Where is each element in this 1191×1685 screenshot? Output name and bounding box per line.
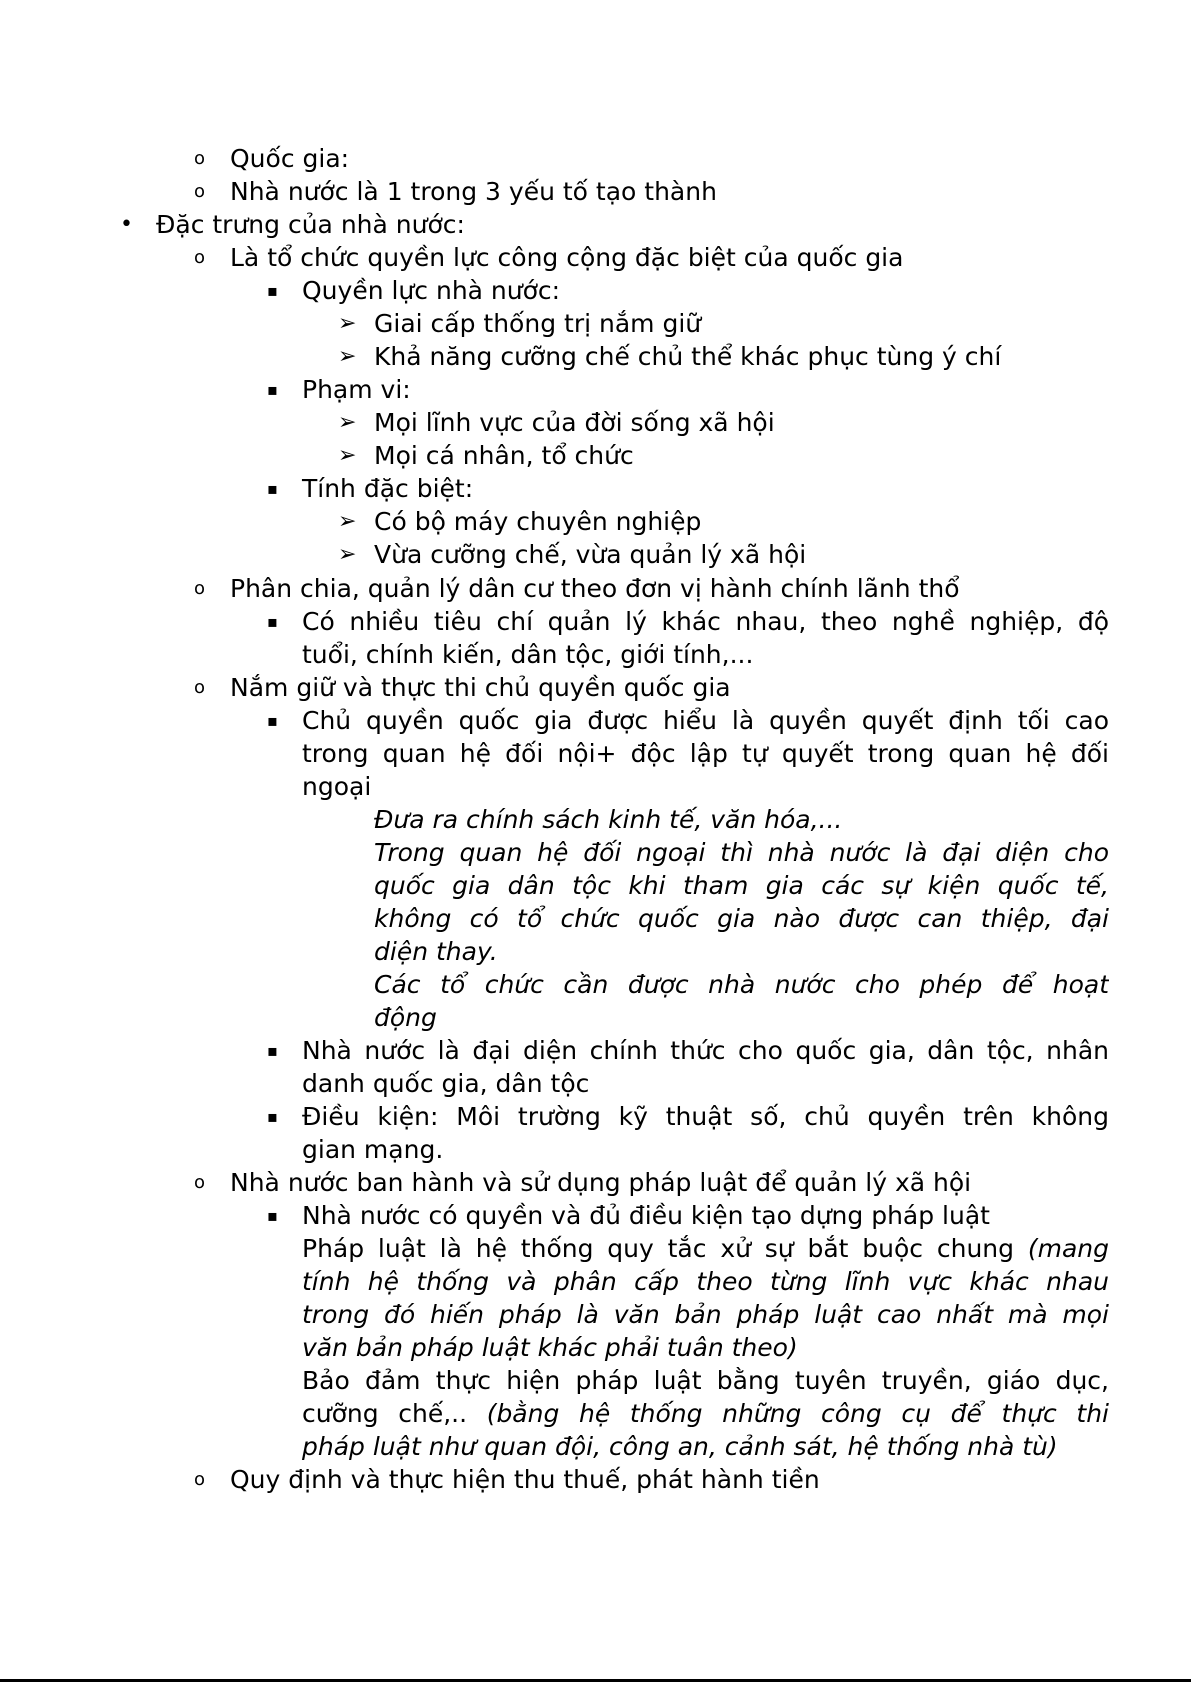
item-text: Là tổ chức quyền lực công cộng đặc biệt của quốc gia: [230, 243, 904, 272]
item-text: diện thay.: [374, 937, 498, 966]
paragraph-line: [0, 1397, 1109, 1430]
item-text: động: [374, 1003, 437, 1032]
item-text: Đặc trưng của nhà nước:: [156, 210, 465, 239]
item-text: Trong quan hệ đối ngoại thì nhà nước là đại diện cho: [374, 838, 1109, 867]
outline-item-level3: [0, 1199, 1109, 1232]
item-text: Giai cấp thống trị nắm giữ: [374, 309, 702, 338]
hollow-circle-bullet-icon: o: [194, 1469, 206, 1490]
item-text: tính hệ thống và phân cấp theo từng lĩnh vực khác nhau: [302, 1267, 1109, 1296]
item-text: Điều kiện: Môi trường kỹ thuật số, chủ quyền trên không: [302, 1102, 1109, 1131]
outline-item-level3: [0, 605, 1109, 638]
outline-item-level4: [0, 439, 1109, 472]
italic-note: [0, 902, 1109, 935]
paragraph-line: [0, 1298, 1109, 1331]
item-continuation: [0, 638, 1109, 671]
square-bullet-icon: ▪: [267, 1206, 278, 1225]
paragraph-line: [0, 1331, 1109, 1364]
paragraph-line: [0, 1265, 1109, 1298]
outline-item-level3: [0, 1034, 1109, 1067]
square-bullet-icon: ▪: [267, 612, 278, 631]
outline-item-level3: [0, 274, 1109, 307]
item-continuation: [0, 1067, 1109, 1100]
item-text: Mọi lĩnh vực của đời sống xã hội: [374, 408, 775, 437]
item-continuation: [0, 737, 1109, 770]
italic-note: [0, 935, 1109, 968]
outline-item-level2: [0, 142, 1109, 175]
outline-item-level2: [0, 572, 1109, 605]
outline-item-level4: [0, 538, 1109, 571]
item-text: pháp luật như quan đội, công an, cảnh sát, hệ thống nhà tù): [302, 1432, 1058, 1461]
item-continuation: [0, 770, 1109, 803]
italic-text: (mang: [1027, 1234, 1109, 1263]
item-text: Tính đặc biệt:: [302, 474, 474, 503]
italic-note: [0, 836, 1109, 869]
item-text: Chủ quyền quốc gia được hiểu là quyền quyết định tối cao: [302, 706, 1109, 735]
hollow-circle-bullet-icon: o: [194, 181, 206, 202]
item-text: Khả năng cưỡng chế chủ thể khác phục tùng ý chí: [374, 342, 1002, 371]
item-text: Có nhiều tiêu chí quản lý khác nhau, theo nghề nghiệp, độ: [302, 607, 1109, 636]
item-text: quốc gia dân tộc khi tham gia các sự kiện quốc tế,: [374, 871, 1109, 900]
paragraph-line: [0, 1364, 1109, 1397]
normal-text: Pháp luật là hệ thống quy tắc xử sự bắt buộc chung: [302, 1234, 1015, 1263]
square-bullet-icon: ▪: [267, 380, 278, 399]
item-text: Nhà nước là đại diện chính thức cho quốc gia, dân tộc, nhân: [302, 1036, 1109, 1065]
normal-text: cưỡng chế,..: [302, 1399, 468, 1428]
outline-item-level4: [0, 307, 1109, 340]
outline-item-level3: [0, 704, 1109, 737]
item-text: văn bản pháp luật khác phải tuân theo): [302, 1333, 798, 1362]
item-continuation: [0, 1133, 1109, 1166]
outline-item-level4: [0, 340, 1109, 373]
outline-item-level1: [0, 208, 1109, 241]
item-text: Nhà nước ban hành và sử dụng pháp luật để quản lý xã hội: [230, 1168, 972, 1197]
italic-note: [0, 1001, 1109, 1034]
square-bullet-icon: ▪: [267, 1107, 278, 1126]
italic-note: [0, 803, 1109, 836]
item-text: Nhà nước là 1 trong 3 yếu tố tạo thành: [230, 177, 717, 206]
hollow-circle-bullet-icon: o: [194, 148, 206, 169]
outline-item-level4: [0, 505, 1109, 538]
outline-item-level2: [0, 1463, 1109, 1496]
arrow-bullet-icon: ➢: [338, 311, 357, 336]
item-text: Vừa cưỡng chế, vừa quản lý xã hội: [374, 540, 807, 569]
item-text: không có tổ chức quốc gia nào được can thiệp, đại: [374, 904, 1109, 933]
italic-text: (bằng hệ thống những công cụ để thực thi: [486, 1399, 1109, 1428]
arrow-bullet-icon: ➢: [338, 443, 357, 468]
item-text: Phân chia, quản lý dân cư theo đơn vị hành chính lãnh thổ: [230, 574, 960, 603]
item-text: trong đó hiến pháp là văn bản pháp luật cao nhất mà mọi: [302, 1300, 1109, 1329]
square-bullet-icon: ▪: [267, 479, 278, 498]
item-text: Có bộ máy chuyên nghiệp: [374, 507, 702, 536]
hollow-circle-bullet-icon: o: [194, 578, 206, 599]
item-text: ngoại: [302, 772, 372, 801]
item-text: Phạm vi:: [302, 375, 411, 404]
square-bullet-icon: ▪: [267, 281, 278, 300]
item-text: tuổi, chính kiến, dân tộc, giới tính,...: [302, 640, 754, 669]
arrow-bullet-icon: ➢: [338, 344, 357, 369]
item-text: danh quốc gia, dân tộc: [302, 1069, 590, 1098]
outline-item-level2: [0, 241, 1109, 274]
italic-note: [0, 869, 1109, 902]
item-text: trong quan hệ đối nội+ độc lập tự quyết trong quan hệ đối: [302, 739, 1109, 768]
item-text: Các tổ chức cần được nhà nước cho phép để hoạt: [374, 970, 1109, 999]
outline-item-level3: [0, 472, 1109, 505]
item-text: Quyền lực nhà nước:: [302, 276, 561, 305]
italic-note: [0, 968, 1109, 1001]
square-bullet-icon: ▪: [267, 1041, 278, 1060]
item-text: Nhà nước có quyền và đủ điều kiện tạo dựng pháp luật: [302, 1201, 990, 1230]
item-text: [302, 1397, 1109, 1430]
outline-item-level3: [0, 373, 1109, 406]
page-bottom-rule: [0, 1679, 1191, 1682]
hollow-circle-bullet-icon: o: [194, 1172, 206, 1193]
square-bullet-icon: ▪: [267, 711, 278, 730]
item-text: Bảo đảm thực hiện pháp luật bằng tuyên truyền, giáo dục,: [302, 1366, 1109, 1395]
arrow-bullet-icon: ➢: [338, 509, 357, 534]
outline-item-level2: [0, 175, 1109, 208]
outline-item-level2: [0, 671, 1109, 704]
item-text: [302, 1232, 1109, 1265]
outline-item-level2: [0, 1166, 1109, 1199]
item-text: gian mạng.: [302, 1135, 444, 1164]
arrow-bullet-icon: ➢: [338, 542, 357, 567]
item-text: Quốc gia:: [230, 144, 350, 173]
item-text: Mọi cá nhân, tổ chức: [374, 441, 634, 470]
item-text: Quy định và thực hiện thu thuế, phát hành tiền: [230, 1465, 820, 1494]
item-text: Nắm giữ và thực thi chủ quyền quốc gia: [230, 673, 731, 702]
outline-item-level4: [0, 406, 1109, 439]
outline-item-level3: [0, 1100, 1109, 1133]
filled-dot-bullet-icon: •: [120, 212, 133, 237]
arrow-bullet-icon: ➢: [338, 410, 357, 435]
hollow-circle-bullet-icon: o: [194, 247, 206, 268]
item-text: Đưa ra chính sách kinh tế, văn hóa,...: [374, 805, 843, 834]
hollow-circle-bullet-icon: o: [194, 677, 206, 698]
paragraph-line: [0, 1232, 1109, 1265]
paragraph-line: [0, 1430, 1109, 1463]
